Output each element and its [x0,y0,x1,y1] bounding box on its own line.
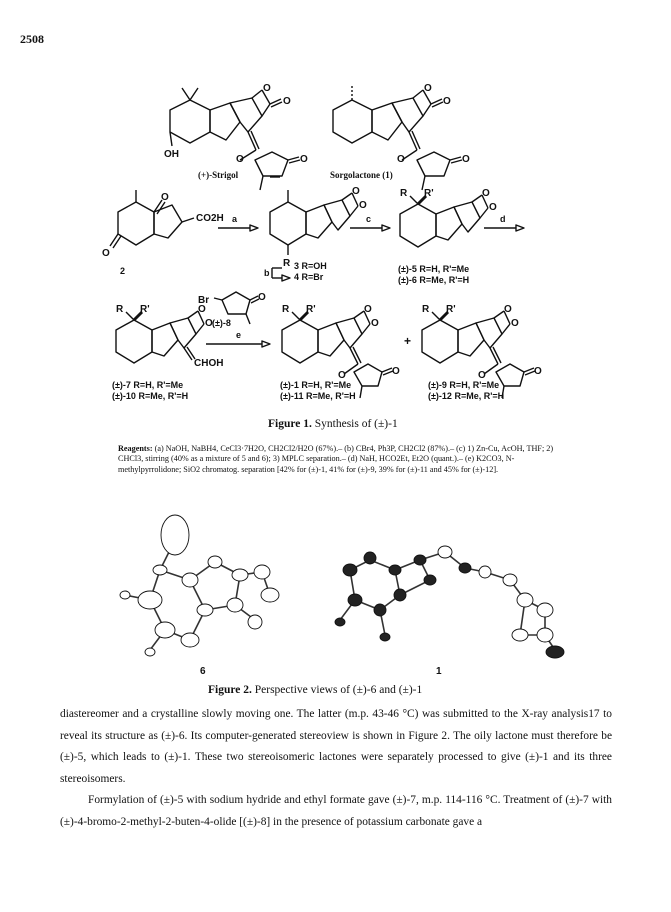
atom-o: O [283,96,291,107]
compound-1-label: (±)-1 R=H, R'=Me [280,380,352,390]
atom-rprime: R' [446,304,456,315]
arrow-label-d: d [500,214,506,224]
figure-1-caption-label: Figure 1. [268,418,312,430]
atom-o: O [364,304,372,315]
atom-r: R [116,304,124,315]
atom-o: O [300,154,308,165]
figure-2-caption [208,684,422,696]
reaction-arrow-e [0,0,671,440]
atom-r: R [283,258,291,269]
figure-2-label-6: 6 [200,666,206,677]
atom-choh: CHOH [194,358,224,369]
body-paragraph-2: Formylation of (±)-5 with sodium hydride and ethyl formate gave (±)-7, m.p. 114-116 °C. Treatment of (±)-7 with (±)-4-bromo-2-methyl-2-buten-4-olide [(±)-8] in the presence of potassium carbonate gave a [60,794,612,828]
atom-o: O [338,370,346,381]
atom-oh: OH [164,149,179,160]
atom-o: O [205,318,213,329]
atom-rprime: R' [140,304,150,315]
atom-r: R [422,304,430,315]
ortep-compound-6 [120,515,279,656]
figure-1-caption [268,418,398,430]
atom-o: O [443,96,451,107]
atom-o: O [462,154,470,165]
atom-o: O [478,370,486,381]
atom-o: O [102,248,110,259]
atom-o: O [511,318,519,329]
compound-10-label: (±)-10 R=Me, R'=H [112,391,189,401]
arrow-label-b: b [264,268,270,278]
atom-rprime: R' [306,304,316,315]
plus-sign: + [404,334,412,348]
atom-o: O [161,192,169,203]
compound-3-label: 3 R=OH [294,261,327,271]
compound-6-label: (±)-6 R=Me, R'=H [398,275,470,285]
atom-o: O [359,200,367,211]
compound-5-label: (±)-5 R=H, R'=Me [398,264,470,274]
arrow-label-a: a [232,214,238,224]
figure-2-ortep-views [0,500,671,700]
atom-o: O [198,304,206,315]
atom-o: O [397,154,405,165]
arrow-label-e: e [236,330,242,340]
atom-o: O [263,83,271,94]
atom-o: O [258,292,266,303]
compound-12-label: (±)-12 R=Me, R'=H [428,391,505,401]
label-sorgolactone: Sorgolactone (1) [330,170,393,180]
ortep-compound-1 [335,546,564,658]
figure-2-caption-text: Perspective views of (±)-6 and (±)-1 [254,684,423,696]
atom-r: R [400,188,408,199]
label-strigol: (+)-Strigol [198,170,239,180]
figure-1-scheme [0,0,671,440]
compound-8-label: (±)-8 [212,318,231,328]
atom-o: O [371,318,379,329]
atom-rprime: R' [424,188,434,199]
reagents-label: Reagents: [118,444,153,453]
atom-r: R [282,304,290,315]
reagents-text: (a) NaOH, NaBH4, CeCl3·7H2O, CH2Cl2/H2O (67%).– (b) CBr4, Ph3P, CH2Cl2 (87%).– (c) 1) Zn-Cu, AcOH, THF; 2) CHCl3, stirring (40% as a mixture of 5 and 6); 3) MPLC separation.– (d) NaH, HCO2Et, Et2O (quant.).– (e) K2CO3, N-methylpyrrolidone; SiO2 chromatog. separation [42% for (±)-1, 41% for (±)-9, 39% for (±)-11 and 45% for (±)-12]. [118,444,554,474]
compound-4-label: 4 R=Br [294,272,324,282]
atom-o: O [236,154,244,165]
figure-2-caption-label: Figure 2. [208,684,252,696]
figure-2-label-1: 1 [436,666,442,677]
compound-2-label: 2 [120,266,126,276]
atom-o: O [352,186,360,197]
atom-co2h: CO2H [196,213,224,224]
figure-1-caption-text: Synthesis of (±)-1 [314,418,398,430]
atom-o: O [534,366,542,377]
atom-o: O [482,188,490,199]
atom-o: O [392,366,400,377]
compound-11-label: (±)-11 R=Me, R'=H [280,391,356,401]
compound-9-label: (±)-9 R=H, R'=Me [428,380,500,390]
atom-o: O [424,83,432,94]
page-number: 2508 [20,32,44,46]
compound-7-label: (±)-7 R=H, R'=Me [112,380,184,390]
arrow-label-c: c [366,214,372,224]
atom-o: O [489,202,497,213]
reagents-note [118,444,558,475]
body-paragraph-1: diastereomer and a crystalline slowly moving one. The latter (m.p. 43-46 °C) was submitted to the X-ray analysis17 to reveal its structure as (±)-6. Its computer-generated stereoview is shown in Figure 2. The oily lactone must therefore be (±)-5, which leads to (±)-1. These two stereoisomeric lactones were separately processed to give (±)-1 and its three stereoisomers. [60,708,612,785]
atom-br: Br [198,295,210,306]
atom-o: O [504,304,512,315]
